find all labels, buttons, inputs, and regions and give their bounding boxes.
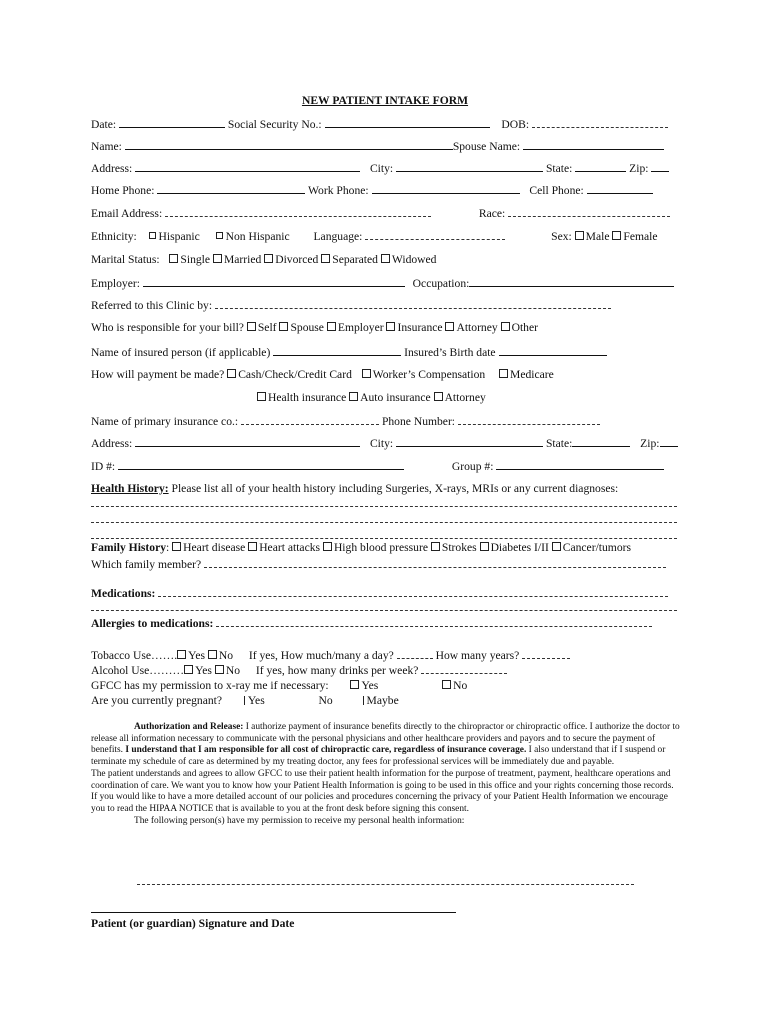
payment-label: How will payment be made? (91, 368, 225, 381)
tobacco-row (91, 648, 681, 663)
work-phone-field[interactable] (372, 183, 520, 194)
alcohol-no: No (225, 664, 241, 677)
employer-checkbox[interactable] (327, 322, 336, 331)
zip-label: Zip: (629, 162, 649, 175)
heart-disease-option: Heart disease (183, 541, 246, 554)
divorced-checkbox[interactable] (264, 254, 273, 263)
diabetes-option: Diabetes I/II (490, 541, 549, 554)
allergies-label: Allergies to medications: (91, 617, 214, 630)
male-option: Male (585, 230, 610, 243)
self-checkbox[interactable] (247, 322, 256, 331)
spouse-name-label: Spouse Name: (452, 140, 521, 153)
ssn-label: Social Security No.: (227, 118, 322, 131)
spouse-checkbox[interactable] (279, 322, 288, 331)
home-phone-field[interactable] (157, 183, 305, 194)
auth-heading: Authorization and Release: (134, 722, 244, 732)
cell-phone-label: Cell Phone: (529, 184, 584, 197)
tobacco-years-field[interactable] (522, 648, 570, 659)
row-payment-2 (257, 391, 677, 405)
insured-birth-label: Insured’s Birth date (404, 346, 496, 359)
other-option: Other (511, 321, 538, 334)
alcohol-followup: If yes, how many drinks per week? (255, 664, 419, 677)
permission-person-line[interactable] (137, 884, 634, 885)
row-payment (91, 368, 681, 382)
workers-comp-checkbox[interactable] (362, 369, 371, 378)
payment-attorney-checkbox[interactable] (434, 392, 443, 401)
separated-checkbox[interactable] (321, 254, 330, 263)
state-2-field[interactable] (572, 436, 630, 447)
home-phone-label: Home Phone: (91, 184, 155, 197)
divorced-option: Divorced (275, 253, 319, 266)
state-label: State: (545, 162, 573, 175)
address-2-label: Address: (91, 437, 133, 450)
payment-attorney-option: Attorney (444, 391, 486, 404)
xray-row (91, 679, 681, 693)
xray-yes: Yes (361, 679, 379, 692)
address-2-field[interactable] (135, 436, 360, 447)
group-label: Group #: (451, 460, 494, 473)
high-bp-checkbox[interactable] (323, 542, 332, 551)
occupation-field[interactable] (469, 276, 674, 287)
strokes-option: Strokes (441, 541, 477, 554)
date-field[interactable] (119, 117, 225, 128)
work-phone-label: Work Phone: (308, 184, 369, 197)
family-history-row: Family History: Heart disease Heart attacks High blood pressure Strokes Diabetes I/II Cancer/tumors (91, 541, 631, 554)
signature-line[interactable] (91, 912, 456, 913)
medicare-checkbox[interactable] (499, 369, 508, 378)
employer-field[interactable] (143, 276, 405, 287)
city-2-field[interactable] (396, 436, 543, 447)
auth-bold-text: I understand that I am responsible for all cost of chiropractic care, regardless of insurance coverage. (125, 745, 527, 756)
sex-label: Sex: (551, 230, 572, 243)
which-family-field[interactable] (204, 557, 666, 568)
pregnant-no: No (318, 694, 333, 707)
row-address-2 (91, 436, 681, 451)
male-checkbox[interactable] (575, 231, 584, 240)
name-label: Name: (91, 140, 122, 153)
phone-number-field[interactable] (458, 414, 600, 425)
pregnant-maybe: Maybe (366, 694, 399, 707)
tobacco-years-label: How many years? (435, 649, 520, 662)
authorization-paragraph (91, 722, 681, 827)
female-checkbox[interactable] (612, 231, 621, 240)
xray-no: No (453, 679, 468, 692)
tobacco-no: No (218, 649, 234, 662)
zip-field[interactable] (651, 161, 669, 172)
language-label: Language: (313, 230, 363, 243)
row-responsible (91, 321, 681, 335)
allergies-row (91, 616, 681, 631)
medicare-option: Medicare (510, 368, 554, 381)
responsible-label: Who is responsible for your bill? (91, 321, 244, 334)
primary-insurance-field[interactable] (241, 414, 379, 425)
email-field[interactable] (165, 206, 431, 217)
auth-text-3: The patient understands and agrees to allow GFCC to use their patient health information for the purpose of treatment, payment, healthcare operations and coordination of care. We want you to know how your Patient Health Information is going to be used in this office and your rights concerning those records. If you would like to have a more detailed account of our policies and procedures concerning the privacy of your Patient Health Information we encourage you to read the HIPAA NOTICE that is available to you at the front desk before signing this consent. (91, 768, 674, 814)
allergies-field[interactable] (216, 616, 652, 627)
zip-2-label: Zip: (640, 437, 660, 450)
tobacco-yes-checkbox[interactable] (177, 650, 186, 659)
single-option: Single (180, 253, 211, 266)
tobacco-no-checkbox[interactable] (208, 650, 217, 659)
row-ethnicity (91, 229, 681, 244)
self-option: Self (257, 321, 277, 334)
date-label: Date: (91, 118, 117, 131)
non-hispanic-checkbox[interactable] (216, 232, 223, 239)
tobacco-yes: Yes (188, 649, 205, 662)
tobacco-per-day-field[interactable] (397, 648, 433, 659)
primary-insurance-label: Name of primary insurance co.: (91, 415, 239, 428)
health-history-text: Please list all of your health history including Surgeries, X-rays, MRIs or any current diagnoses: (171, 482, 619, 495)
alcohol-label: Alcohol Use……… (91, 664, 185, 677)
race-field[interactable] (508, 206, 670, 217)
xray-label: GFCC has my permission to x-ray me if necessary: (91, 679, 329, 692)
row-name (91, 139, 681, 154)
health-history-line-2[interactable] (91, 522, 677, 523)
city-label: City: (369, 162, 394, 175)
cell-phone-field[interactable] (587, 183, 653, 194)
heart-disease-checkbox[interactable] (172, 542, 181, 551)
medications-label: Medications: (91, 587, 156, 600)
row-referred (91, 298, 681, 313)
group-field[interactable] (496, 459, 664, 470)
row-insured (91, 345, 681, 360)
health-history-row (91, 482, 681, 496)
health-history-line-3[interactable] (91, 538, 677, 539)
spouse-name-field[interactable] (523, 139, 664, 150)
pregnant-label: Are you currently pregnant? (91, 694, 223, 707)
row-phones (91, 183, 681, 198)
spouse-option: Spouse (290, 321, 324, 334)
hispanic-checkbox[interactable] (149, 232, 156, 239)
id-label: ID #: (91, 460, 116, 473)
auto-insurance-option: Auto insurance (360, 391, 431, 404)
single-checkbox[interactable] (169, 254, 178, 263)
attorney-checkbox[interactable] (445, 322, 454, 331)
strokes-checkbox[interactable] (431, 542, 440, 551)
city-field[interactable] (396, 161, 543, 172)
employer-option: Employer (337, 321, 384, 334)
pregnant-row (91, 694, 681, 708)
insured-birth-field[interactable] (499, 345, 607, 356)
health-insurance-checkbox[interactable] (257, 392, 266, 401)
tobacco-label: Tobacco Use……. (91, 649, 178, 662)
row-id-group (91, 459, 681, 474)
cancer-checkbox[interactable] (552, 542, 561, 551)
health-insurance-option: Health insurance (268, 391, 347, 404)
marital-label: Marital Status: (91, 253, 160, 266)
row-marital (91, 253, 681, 267)
name-field[interactable] (125, 139, 453, 150)
married-checkbox[interactable] (213, 254, 222, 263)
family-history-heading: Family History (91, 541, 167, 554)
referred-label: Referred to this Clinic by: (91, 299, 213, 312)
other-checkbox[interactable] (501, 322, 510, 331)
insured-name-field[interactable] (273, 345, 401, 356)
state-2-label: State: (545, 437, 573, 450)
health-history-line-1[interactable] (91, 506, 677, 507)
pregnant-yes-checkbox[interactable] (244, 696, 245, 705)
cash-checkbox[interactable] (227, 369, 236, 378)
row-date-ssn-dob (91, 117, 681, 132)
address-label: Address: (91, 162, 133, 175)
medications-field[interactable] (158, 586, 668, 597)
row-primary-insurance (91, 414, 681, 429)
row-address (91, 161, 681, 176)
female-option: Female (623, 230, 658, 243)
permission-text: The following person(s) have my permission to receive my personal health information: (134, 815, 465, 826)
signature-label: Patient (or guardian) Signature and Date (91, 917, 295, 930)
separated-option: Separated (332, 253, 378, 266)
dob-label: DOB: (501, 118, 530, 131)
workers-comp-option: Worker’s Compensation (372, 368, 486, 381)
auto-insurance-checkbox[interactable] (349, 392, 358, 401)
id-field[interactable] (118, 459, 404, 470)
widowed-option: Widowed (391, 253, 437, 266)
pregnant-yes: Yes (247, 694, 265, 707)
email-label: Email Address: (91, 207, 163, 220)
alcohol-yes: Yes (195, 664, 212, 677)
diabetes-checkbox[interactable] (480, 542, 489, 551)
address-field[interactable] (135, 161, 360, 172)
auth-text-2: I also understand that if I suspend or terminate my schedule of care as determined by my treating doctor, any fees for professional services will be immediately due and payable. (91, 745, 666, 768)
race-label: Race: (478, 207, 506, 220)
heart-attacks-option: Heart attacks (259, 541, 321, 554)
insured-name-label: Name of insured person (if applicable) (91, 346, 271, 359)
referred-field[interactable] (215, 298, 611, 309)
state-field[interactable] (575, 161, 626, 172)
language-field[interactable] (365, 229, 505, 240)
ssn-field[interactable] (325, 117, 490, 128)
ethnicity-label: Ethnicity: (91, 230, 137, 243)
xray-yes-checkbox[interactable] (350, 680, 359, 689)
medications-row (91, 586, 681, 601)
alcohol-row (91, 663, 681, 678)
pregnant-maybe-checkbox[interactable] (363, 696, 364, 705)
medications-line-2[interactable] (91, 610, 677, 611)
xray-no-checkbox[interactable] (442, 680, 451, 689)
row-employer (91, 276, 681, 291)
cash-option: Cash/Check/Credit Card (238, 368, 352, 381)
city-2-label: City: (369, 437, 394, 450)
phone-number-label: Phone Number: (381, 415, 456, 428)
tobacco-followup: If yes, How much/many a day? (248, 649, 394, 662)
heart-attacks-checkbox[interactable] (248, 542, 257, 551)
which-family-row (91, 557, 681, 572)
row-email-race (91, 206, 681, 221)
health-history-heading: Health History: (91, 482, 169, 495)
auth-text-1: I authorize payment of insurance benefits directly to the chiropractor or chiropractic office. I authorize the doctor to release all information necessary to communicate with the personal physicians and other healthcare providers and payors and to secure the payment of benefits. (91, 722, 680, 756)
non-hispanic-option: Non Hispanic (225, 230, 290, 243)
married-option: Married (223, 253, 262, 266)
hispanic-option: Hispanic (158, 230, 200, 243)
high-bp-option: High blood pressure (333, 541, 428, 554)
attorney-option: Attorney (456, 321, 498, 334)
insurance-option: Insurance (397, 321, 443, 334)
widowed-checkbox[interactable] (381, 254, 390, 263)
alcohol-no-checkbox[interactable] (215, 665, 224, 674)
which-family-label: Which family member? (91, 558, 202, 571)
alcohol-drinks-field[interactable] (421, 663, 507, 674)
zip-2-field[interactable] (660, 436, 678, 447)
employer-label: Employer: (91, 277, 140, 290)
insurance-checkbox[interactable] (386, 322, 395, 331)
occupation-label: Occupation: (412, 277, 470, 290)
form-title: NEW PATIENT INTAKE FORM (301, 94, 469, 107)
alcohol-yes-checkbox[interactable] (184, 665, 193, 674)
cancer-option: Cancer/tumors (562, 541, 631, 554)
dob-field[interactable] (532, 117, 668, 128)
